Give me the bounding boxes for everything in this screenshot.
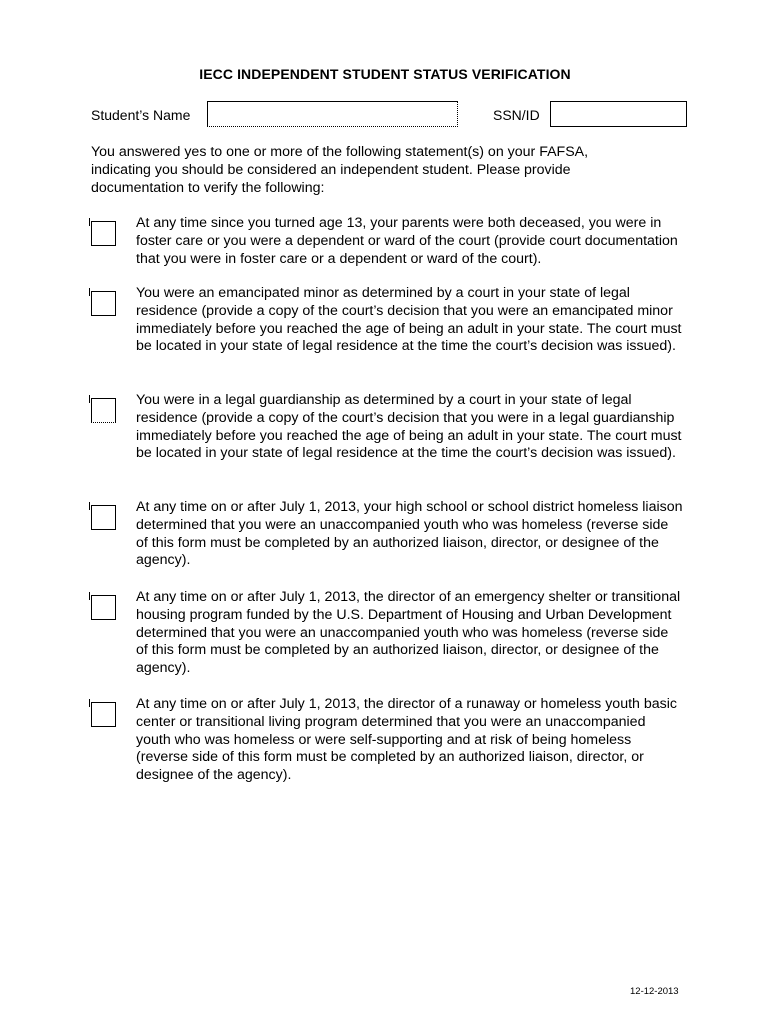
statement-checkbox[interactable] <box>91 702 116 727</box>
checkbox-marker-icon <box>89 395 90 403</box>
statement-checkbox[interactable] <box>91 291 116 316</box>
revision-date: 12-12-2013 <box>630 986 679 997</box>
statement-text: You were an emancipated minor as determined by a court in your state of legal residence (provide a copy of the court’s decision that you were an emancipated minor immediately before you reached the age of being an adult in your state. The court must be located in your state of legal residence at the time the court’s decision was issued). <box>136 285 682 355</box>
statement-checkbox[interactable] <box>91 505 116 530</box>
statement-text: At any time since you turned age 13, your parents were both deceased, you were in foster care or you were a dependent or ward of the court (provide court documentation that you were in foster care or a dependent or ward of the court). <box>136 215 678 267</box>
checkbox-marker-icon <box>89 699 90 707</box>
statement-text: At any time on or after July 1, 2013, the director of an emergency shelter or transitional housing program funded by the U.S. Department of Housing and Urban Development determined that you were an unaccompanied youth who was homeless (reverse side of this form must be completed by an authorized liaison, director, or designee of the agency). <box>136 589 681 677</box>
intro-paragraph: You answered yes to one or more of the following statement(s) on your FAFSA, indicating you should be considered an independent student. Please provide documentation to verify the following: <box>91 144 589 196</box>
checkbox-marker-icon <box>89 502 90 510</box>
statement-text: You were in a legal guardianship as determined by a court in your state of legal residence (provide a copy of the court’s decision that you were in a legal guardianship immediately before you reached the age of being an adult in your state. The court must be located in your state of legal residence at the time the court’s decision was issued). <box>136 392 682 462</box>
statement-checkbox[interactable] <box>91 221 116 246</box>
student-name-label: Student’s Name <box>91 107 191 123</box>
checkbox-marker-icon <box>89 218 90 226</box>
form-title: IECC INDEPENDENT STUDENT STATUS VERIFICATION <box>199 66 571 82</box>
statement-text: At any time on or after July 1, 2013, the director of a runaway or homeless youth basic center or transitional living program determined that you were an unaccompanied youth who was homeless or were self-supporting and at risk of being homeless (reverse side of this form must be completed by an authorized liaison, director, or designee of the agency). <box>136 696 677 784</box>
student-name-input[interactable] <box>207 101 458 127</box>
statement-text: At any time on or after July 1, 2013, your high school or school district homeless liaison determined that you were an unaccompanied youth who was homeless (reverse side of this form must be completed by an authorized liaison, director, or designee of the agency). <box>136 499 683 569</box>
statement-checkbox[interactable] <box>91 398 116 423</box>
checkbox-marker-icon <box>89 288 90 296</box>
ssn-id-label: SSN/ID <box>493 107 540 123</box>
checkbox-marker-icon <box>89 592 90 600</box>
ssn-id-input[interactable] <box>550 101 687 127</box>
statement-checkbox[interactable] <box>91 595 116 620</box>
